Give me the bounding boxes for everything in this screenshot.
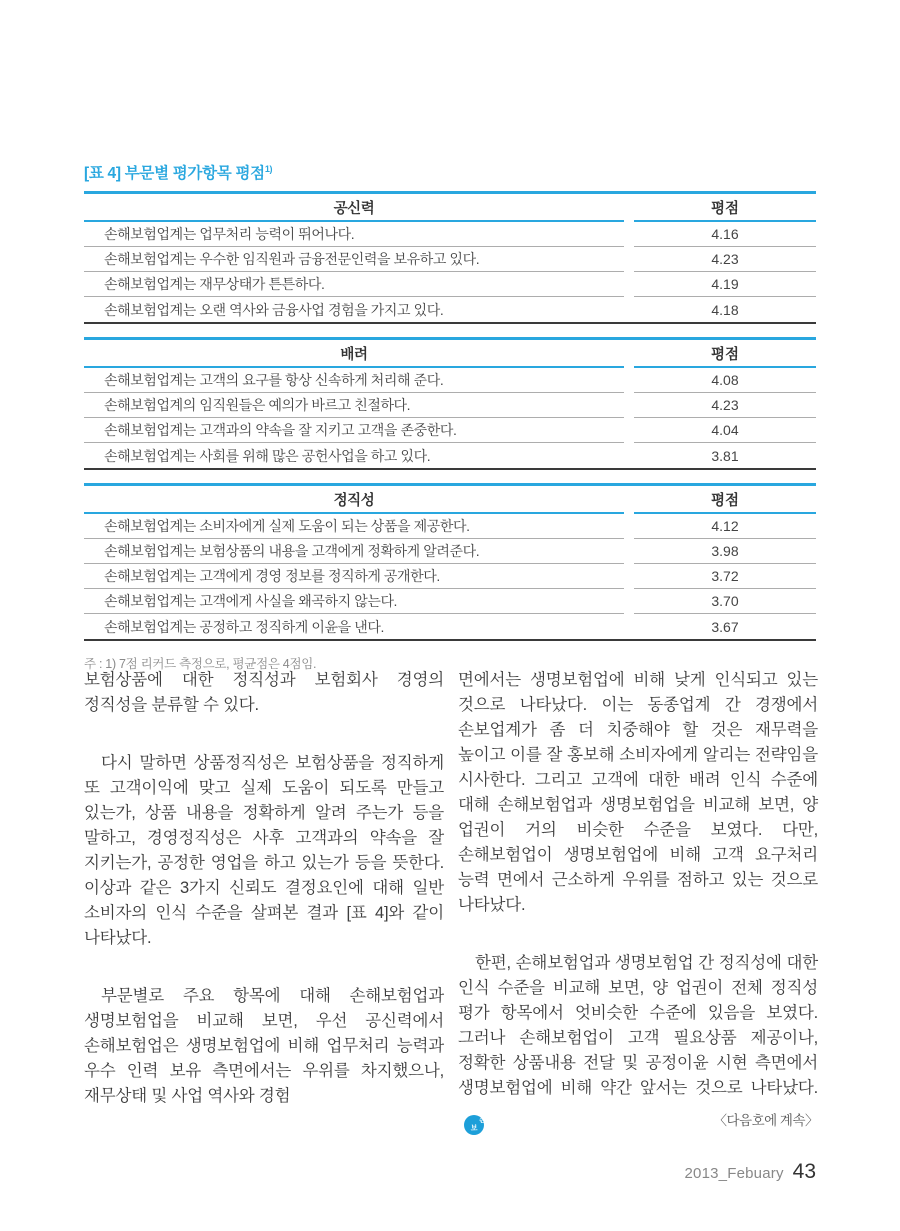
score-cell: 3.81 (711, 447, 739, 464)
item-cell: 손해보험업계는 우수한 임직원과 금융전문인력을 보유하고 있다. (84, 247, 624, 272)
table-caption (84, 161, 816, 183)
score-cell: 3.67 (711, 618, 739, 635)
table-body (84, 222, 816, 322)
score-cell: 4.18 (711, 301, 739, 318)
item-cell: 손해보험업계의 임직원들은 예의가 바르고 친절하다. (84, 393, 624, 418)
item-cell: 손해보험업계는 사회를 위해 많은 공헌사업을 하고 있다. (104, 447, 431, 464)
item-cell: 손해보험업계는 재무상태가 튼튼하다. (84, 272, 624, 297)
table-row (84, 564, 816, 589)
paragraph: 부문별로 주요 항목에 대해 손해보험업과 생명보험업을 비교해 보면, 우선 공신력에서 손해보험업은 생명보험업에 비해 업무처리 능력과 우수 인력 보유 측면에서는 우위를 차지했으나, 재무상태 및 사업 역사와 경험 (84, 987, 444, 1105)
item-cell: 손해보험업계는 고객과의 약속을 잘 지키고 고객을 존중한다. (84, 418, 624, 443)
score-cell: 4.19 (634, 272, 816, 297)
item-cell: 손해보험업계는 공정하고 정직하게 이윤을 낸다. (104, 618, 384, 635)
score-cell: 3.70 (634, 589, 816, 614)
score-cell: 4.04 (634, 418, 816, 443)
score-cell: 4.23 (634, 393, 816, 418)
item-cell: 손해보험업계는 고객에게 사실을 왜곡하지 않는다. (84, 589, 624, 614)
column-header-score: 평점 (634, 340, 816, 368)
table-row (84, 514, 816, 539)
table-honesty (84, 483, 816, 641)
score-cell: 4.23 (634, 247, 816, 272)
column-header-category: 정직성 (84, 486, 624, 514)
column-header-category: 배려 (84, 340, 624, 368)
table-header-row (84, 340, 816, 368)
table-row (84, 393, 816, 418)
table-header-row (84, 486, 816, 514)
table-row (84, 614, 816, 639)
article-left-column (84, 668, 444, 1109)
table-caption-footnote-marker: 1) (264, 163, 273, 174)
article-end-mark-icon: 손보 (464, 1115, 484, 1135)
issue-label: 2013_Febuary (684, 1165, 784, 1182)
score-cell: 4.16 (634, 222, 816, 247)
score-cell: 3.98 (634, 539, 816, 564)
item-cell: 손해보험업계는 보험상품의 내용을 고객에게 정확하게 알려준다. (84, 539, 624, 564)
table-body (84, 514, 816, 639)
paragraph-text: 한편, 손해보험업과 생명보험업 간 정직성에 대한 인식 수준을 비교해 보면, 양 업권이 전체 정직성 평가 항목에서 엇비슷한 수준에 있음을 보였다. 그러나 손해보험업이 고객 필요상품 제공이나, 정확한 상품내용 전달 및 공정이윤 시현 측면에서 생명보험업에 비해 약간 앞서는 것으로 나타났다. (458, 954, 818, 1097)
continue-note: 〈다음호에 계속〉 (713, 1112, 818, 1128)
article-right-column (458, 668, 818, 1135)
table-row (84, 539, 816, 564)
page-number: 43 (792, 1160, 816, 1183)
paragraph: 면에서는 생명보험업에 비해 낮게 인식되고 있는 것으로 나타났다. 이는 동종업계 간 경쟁에서 손보업계가 좀 더 치중해야 할 것은 재무력을 높이고 이를 잘 홍보해 소비자에게 알리는 전략임을 시사한다. 그리고 고객에 대한 배려 인식 수준에 대해 손해보험업과 생명보험업을 비교해 보면, 양 업권이 거의 비슷한 수준을 보였다. 다만, 손해보험업이 생명보험업에 비해 고객 요구처리 능력 면에서 근소하게 우위를 점하고 있는 것으로 나타났다. (458, 671, 818, 914)
score-cell: 4.08 (634, 368, 816, 393)
page-footer (685, 1160, 817, 1184)
item-cell: 손해보험업계는 소비자에게 실제 도움이 되는 상품을 제공한다. (84, 514, 624, 539)
table-row (84, 297, 816, 322)
table-row (84, 247, 816, 272)
paragraph-last (458, 951, 818, 1135)
score-cell: 3.72 (634, 564, 816, 589)
item-cell: 손해보험업계는 업무처리 능력이 뛰어나다. (84, 222, 624, 247)
table-row (84, 368, 816, 393)
table-caption-text: [표 4] 부문별 평가항목 평점 (84, 165, 265, 182)
column-header-category: 공신력 (84, 194, 624, 222)
table-body (84, 368, 816, 468)
table-row (84, 222, 816, 247)
item-cell: 손해보험업계는 오랜 역사와 금융사업 경험을 가지고 있다. (104, 301, 444, 318)
item-cell: 손해보험업계는 고객에게 경영 정보를 정직하게 공개한다. (84, 564, 624, 589)
table-row (84, 589, 816, 614)
paragraph: 보험상품에 대한 정직성과 보험회사 경영의 정직성을 분류할 수 있다. (84, 671, 444, 714)
table-header-row (84, 194, 816, 222)
item-cell: 손해보험업계는 고객의 요구를 항상 신속하게 처리해 준다. (84, 368, 624, 393)
table-consideration (84, 337, 816, 470)
column-header-score: 평점 (634, 486, 816, 514)
table-footnote: 주 : 1) 7점 리커드 측정으로, 평균점은 4점임. (84, 657, 317, 671)
column-header-score: 평점 (634, 194, 816, 222)
table-section (84, 161, 816, 672)
table-row (84, 272, 816, 297)
table-credibility (84, 191, 816, 324)
paragraph: 다시 말하면 상품정직성은 보험상품을 정직하게 또 고객이익에 맞고 실제 도움이 되도록 만들고 있는가, 상품 내용을 정확하게 알려 주는가 등을 말하고, 경영정직성은 사후 고객과의 약속을 잘 지키는가, 공정한 영업을 하고 있는가 등을 뜻한다. 이상과 같은 3가지 신뢰도 결정요인에 대해 일반 소비자의 인식 수준을 살펴본 결과 [표 4]와 같이 나타났다. (84, 754, 444, 947)
table-row (84, 418, 816, 443)
score-cell: 4.12 (634, 514, 816, 539)
table-row (84, 443, 816, 468)
